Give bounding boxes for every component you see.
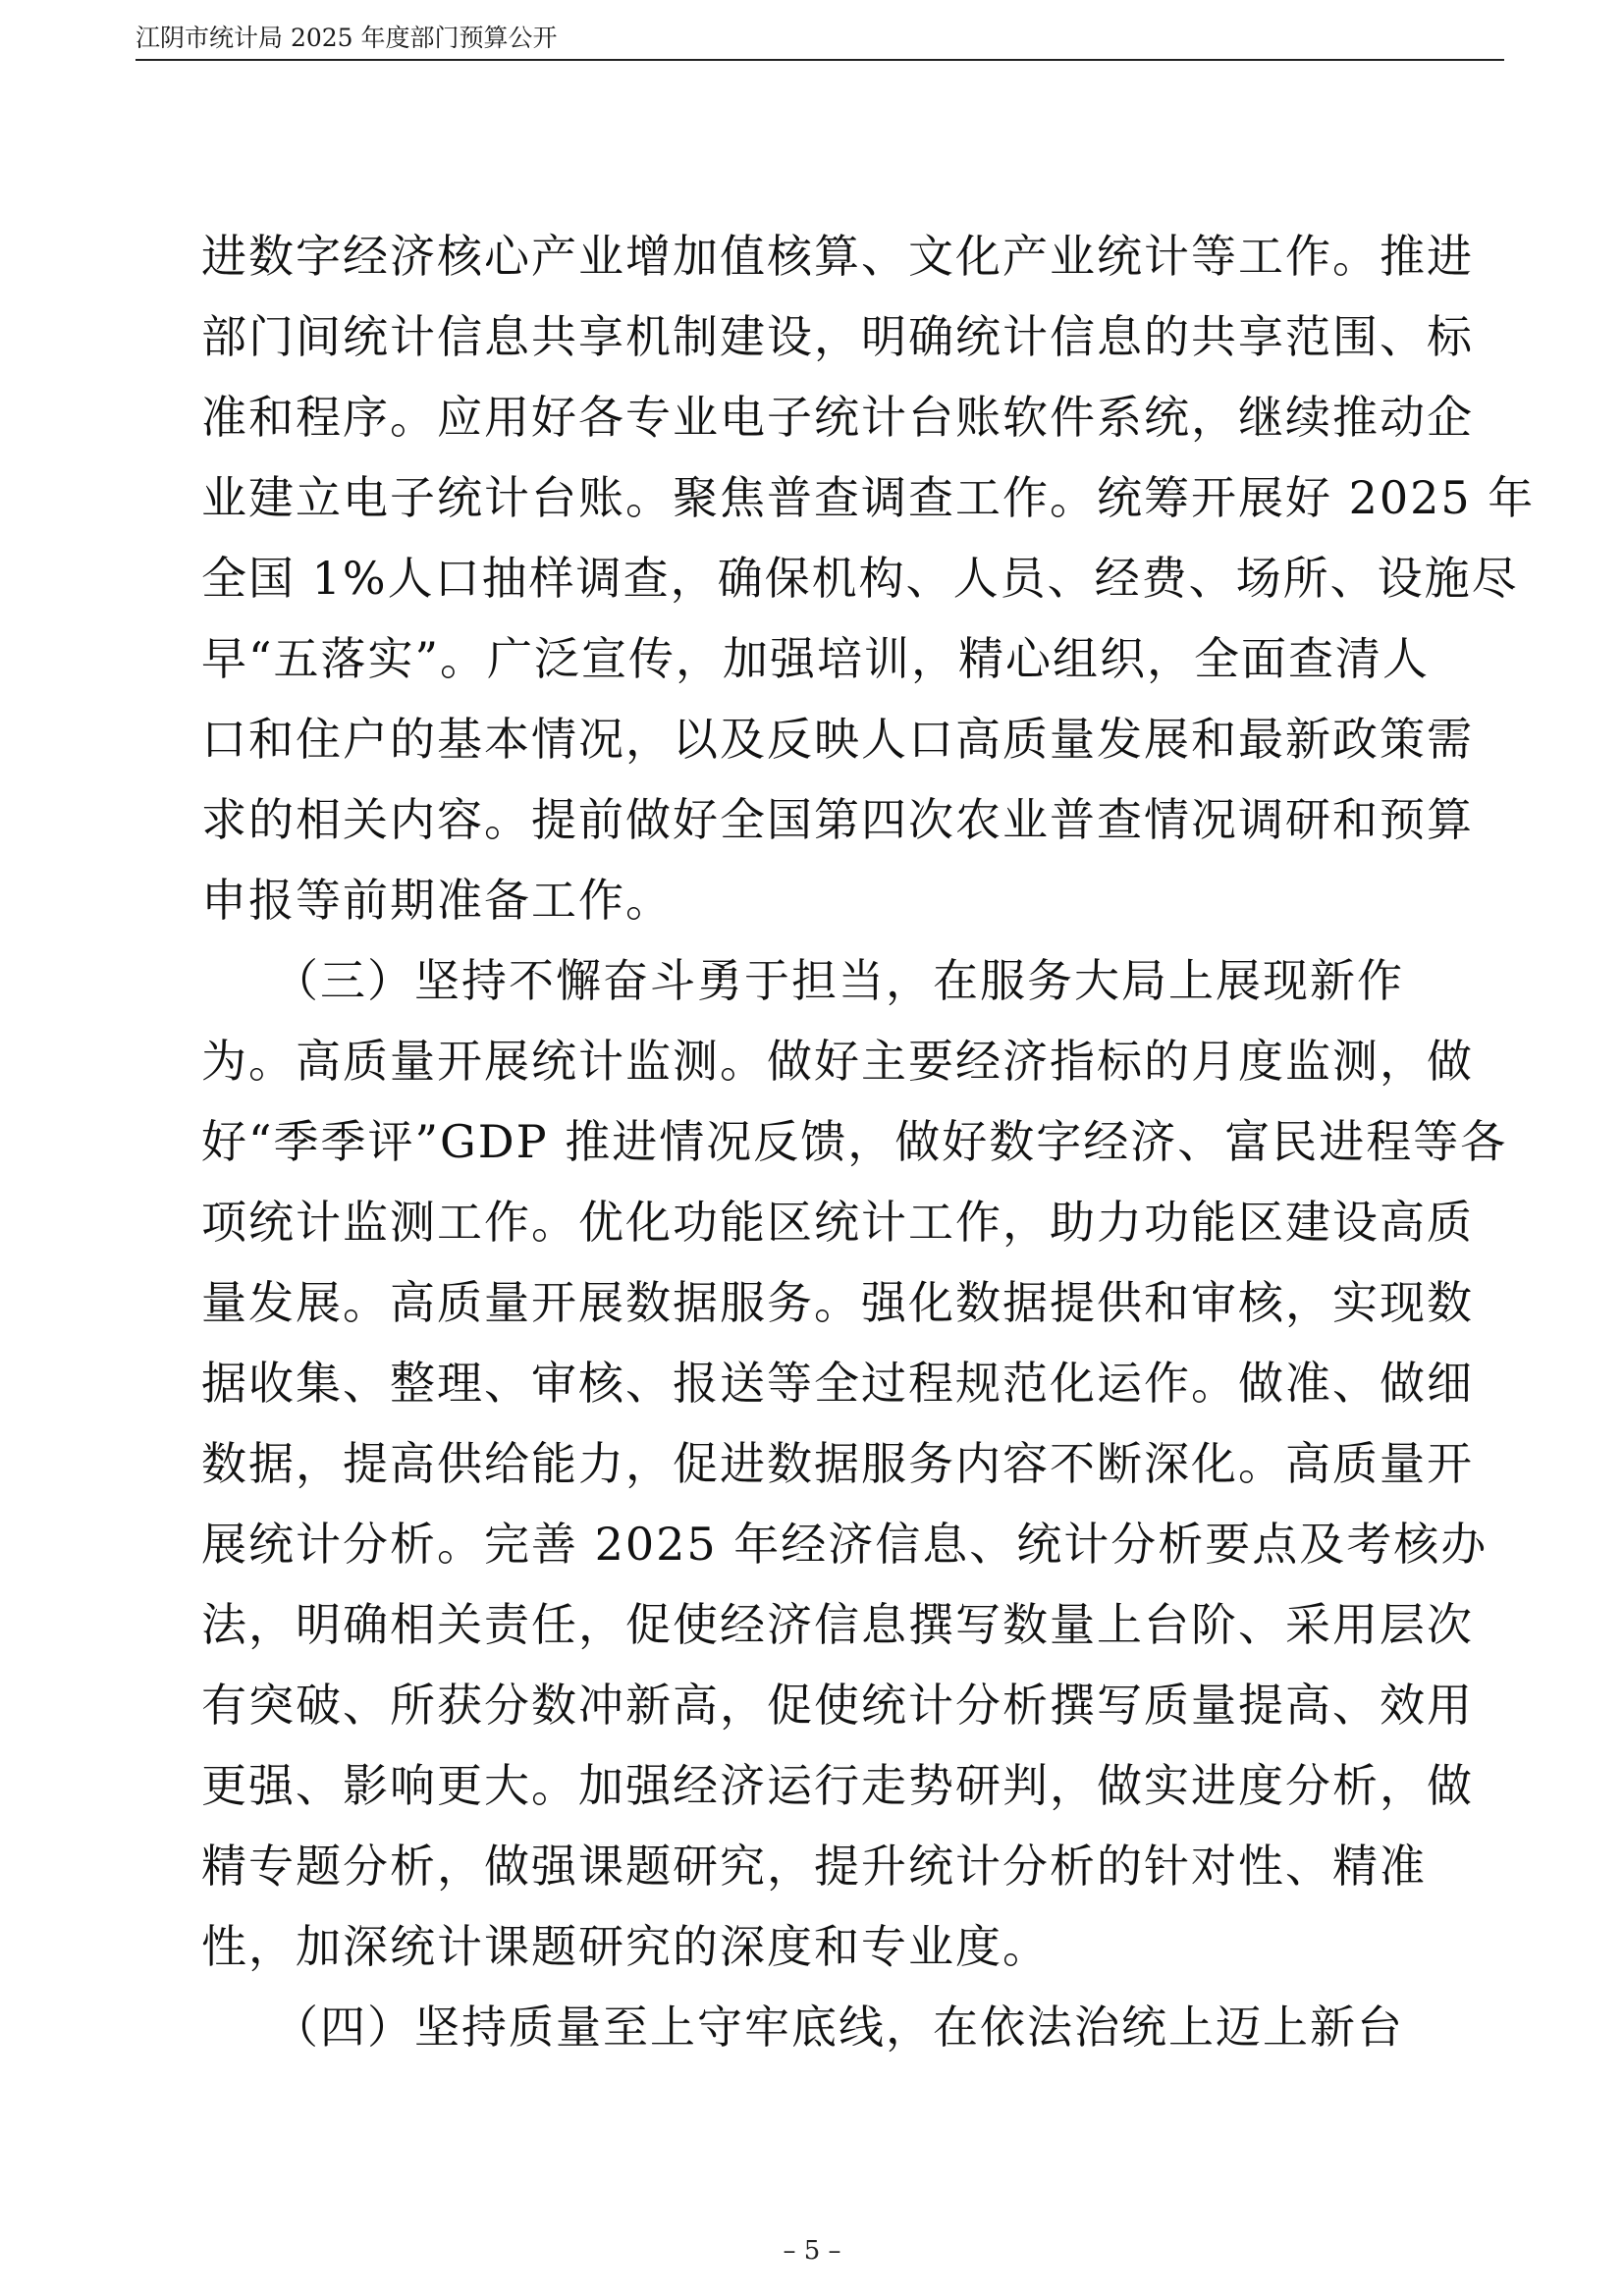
text-line: 据收集、整理、审核、报送等全过程规范化运作。做准、做细 (201, 1357, 1474, 1410)
text-line: 量发展。高质量开展数据服务。强化数据提供和审核，实现数 (201, 1276, 1474, 1329)
page-number: – 5 – (783, 2236, 841, 2266)
text-line: 数据，提高供给能力，促进数据服务内容不断深化。高质量开 (201, 1437, 1474, 1490)
text-line: 准和程序。应用好各专业电子统计台账软件系统，继续推动企 (201, 391, 1474, 444)
body-text (201, 216, 1536, 2067)
text-line: 有突破、所获分数冲新高，促使统计分析撰写质量提高、效用 (201, 1679, 1474, 1732)
text-line: 法，明确相关责任，促使经济信息撰写数量上台阶、采用层次 (201, 1598, 1474, 1651)
text-line: 更强、影响更大。加强经济运行走势研判，做实进度分析，做 (201, 1759, 1474, 1812)
text-line: 精专题分析，做强课题研究，提升统计分析的针对性、精准 (201, 1840, 1427, 1893)
text-line: 早“五落实”。广泛宣传，加强培训，精心组织，全面查清人 (201, 632, 1431, 685)
text-line: 全国 1%人口抽样调查，确保机构、人员、经费、场所、设施尽 (201, 552, 1519, 605)
header-title: 江阴市统计局 2025 年度部门预算公开 (135, 24, 558, 52)
text-line: 项统计监测工作。优化功能区统计工作，助力功能区建设高质 (201, 1196, 1474, 1249)
text-line: 为。高质量开展统计监测。做好主要经济指标的月度监测，做 (201, 1035, 1474, 1088)
text-line: 展统计分析。完善 2025 年经济信息、统计分析要点及考核办 (201, 1518, 1489, 1571)
text-line: 好“季季评”GDP 推进情况反馈，做好数字经济、富民进程等各 (201, 1115, 1508, 1168)
section-heading-line: （四）坚持质量至上守牢底线，在依法治统上迈上新台 (201, 2001, 1404, 2054)
section-heading-line: （三）坚持不懈奋斗勇于担当，在服务大局上展现新作 (201, 954, 1404, 1007)
page-header (135, 24, 1504, 61)
text-line: 部门间统计信息共享机制建设，明确统计信息的共享范围、标 (201, 310, 1474, 363)
text-line: 进数字经济核心产业增加值核算、文化产业统计等工作。推进 (201, 230, 1474, 283)
text-line: 性，加深统计课题研究的深度和专业度。 (201, 1920, 1050, 1973)
text-line: 口和住户的基本情况，以及反映人口高质量发展和最新政策需 (201, 713, 1474, 766)
text-line: 业建立电子统计台账。聚焦普查调查工作。统筹开展好 2025 年 (201, 471, 1536, 524)
text-line: 申报等前期准备工作。 (201, 874, 673, 927)
text-line: 求的相关内容。提前做好全国第四次农业普查情况调研和预算 (201, 793, 1474, 846)
